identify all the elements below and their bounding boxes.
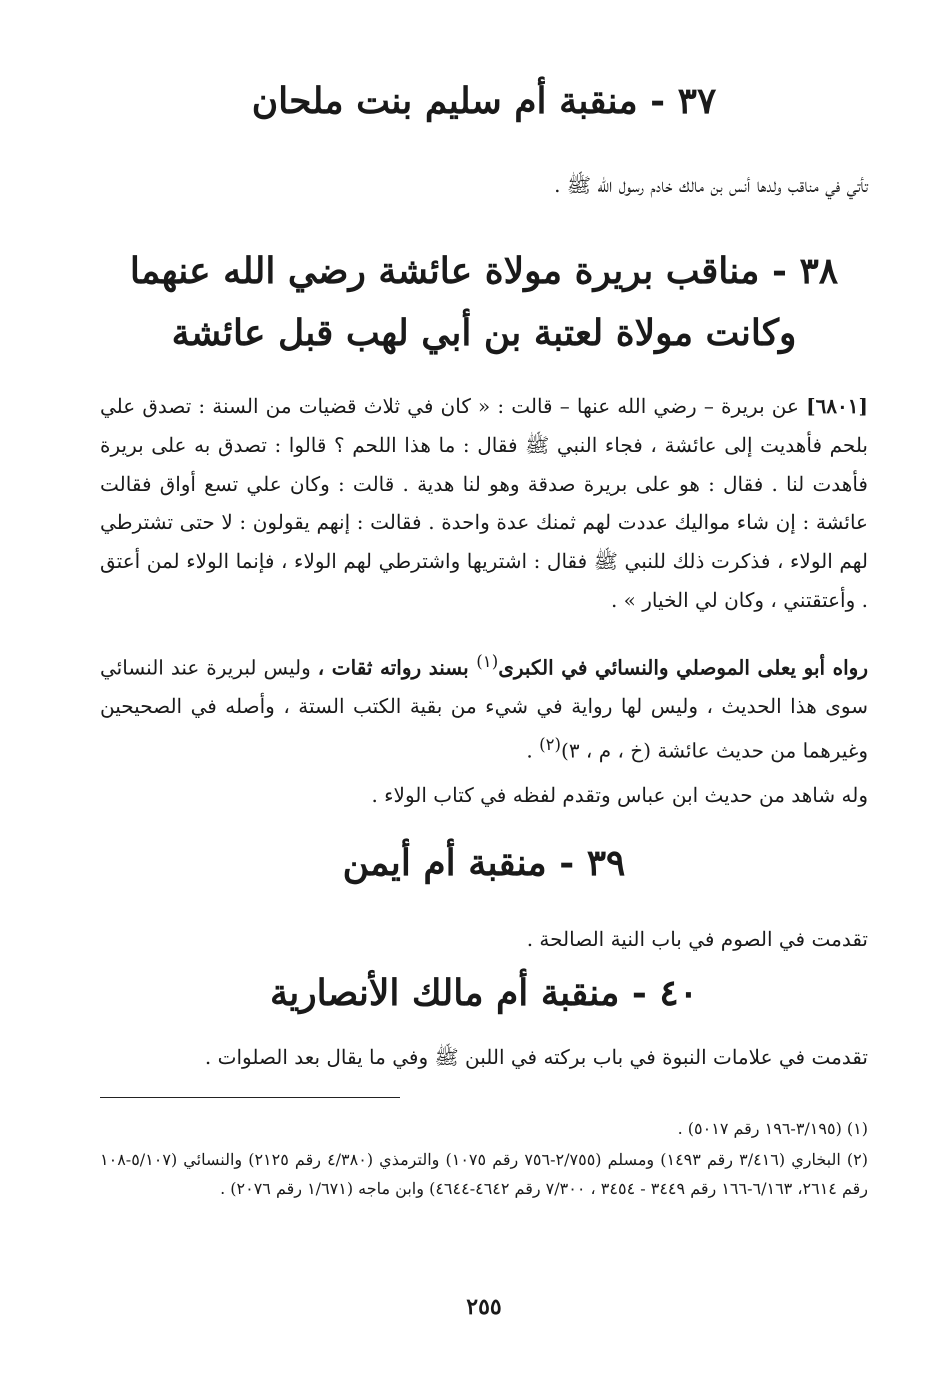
footnote-ref-2[interactable]: (٢) <box>539 734 562 754</box>
shahid-paragraph: وله شاهد من حديث ابن عباس وتقدم لفظه في كتاب الولاء . <box>371 783 868 807</box>
takhrij-end: . <box>526 738 540 763</box>
section-40-text: تقدمت في علامات النبوة في باب بركته في اللبن ﷺ وفي ما يقال بعد الصلوات . <box>204 1045 868 1069</box>
section-heading-37: ٣٧ - منقبة أم سليم بنت ملحان <box>251 80 717 122</box>
section-37-text: تأتي في مناقب ولدها أنس بن مالك خادم رسول الله ﷺ . <box>554 173 868 197</box>
page-number: ٢٥٥ <box>466 1294 502 1320</box>
section-heading-38 <box>100 240 868 364</box>
footnote-2: (٢) البخاري (٣/٤١٦ رقم ١٤٩٣) ومسلم (٢/٧٥٥-٧٥٦ رقم ١٠٧٥) والترمذي (٤/٣٨٠ رقم ٢١٢٥) والنسائي (٥/١٠٧-١٠٨ رقم ٢٦١٤، ٦/١٦٣-١٦٦ رقم ٣٤٤٩ - ٣٤٥٤ ، ٧/٣٠٠ رقم ٤٦٤٢-٤٦٤٤) وابن ماجه (١/٦٧١ رقم ٢٠٧٦) . <box>100 1150 868 1198</box>
section-heading-38-line2: وكانت مولاة لعتبة بن أبي لهب قبل عائشة <box>171 312 797 354</box>
section-heading-39: ٣٩ - منقبة أم أيمن <box>342 842 626 884</box>
takhrij-bold-2: بسند رواته ثقات ، <box>317 655 477 680</box>
hadith-number: [٦٨٠١] <box>806 394 868 418</box>
section-heading-40: ٤٠ - منقبة أم مالك الأنصارية <box>269 972 699 1014</box>
section-heading-38-line1: ٣٨ - مناقب بريرة مولاة عائشة رضي الله عنهما <box>129 250 839 292</box>
footnote-ref-1[interactable]: (١) <box>476 652 499 671</box>
takhrij-text: وليس لبريرة عند النسائي سوى هذا الحديث ، وليس لها رواية في شيء من بقية الكتب الستة ، وأصله في الصحيحين وغيرهما من حديث عائشة (خ ، م ، ٣) <box>100 655 868 763</box>
takhrij-paragraph <box>100 643 868 770</box>
footnote-divider <box>100 1097 400 1098</box>
book-page <box>100 0 868 1378</box>
hadith-paragraph <box>100 387 868 620</box>
hadith-text: عن بريرة – رضي الله عنها – قالت : « كان في ثلاث قضيات من السنة : تصدق علي بلحم فأهديت إلى عائشة ، فجاء النبي ﷺ فقال : ما هذا اللحم ؟ قالوا : تصدق به على بريرة فأهدت لنا . فقال : هو على بريرة صدقة وهو لنا هدية . قالت : وكان علي تسع أواق فقالت عائشة : إن شاء مواليك عددت لهم ثمنك عدة واحدة . فقالت : إنهم يقولون : لا حتى تشترطي لهم الولاء ، فذكرت ذلك للنبي ﷺ فقال : اشتريها واشترطي لهم الولاء ، فإنما الولاء لمن أعتق . وأعتقتني ، وكان لي الخيار » . <box>100 394 868 612</box>
section-39-text: تقدمت في الصوم في باب النية الصالحة . <box>526 927 868 951</box>
takhrij-bold-1: رواه أبو يعلى الموصلي والنسائي في الكبرى <box>498 655 869 680</box>
footnote-1: (١) (٣/١٩٥-١٩٦ رقم ٥٠١٧) . <box>677 1119 868 1138</box>
